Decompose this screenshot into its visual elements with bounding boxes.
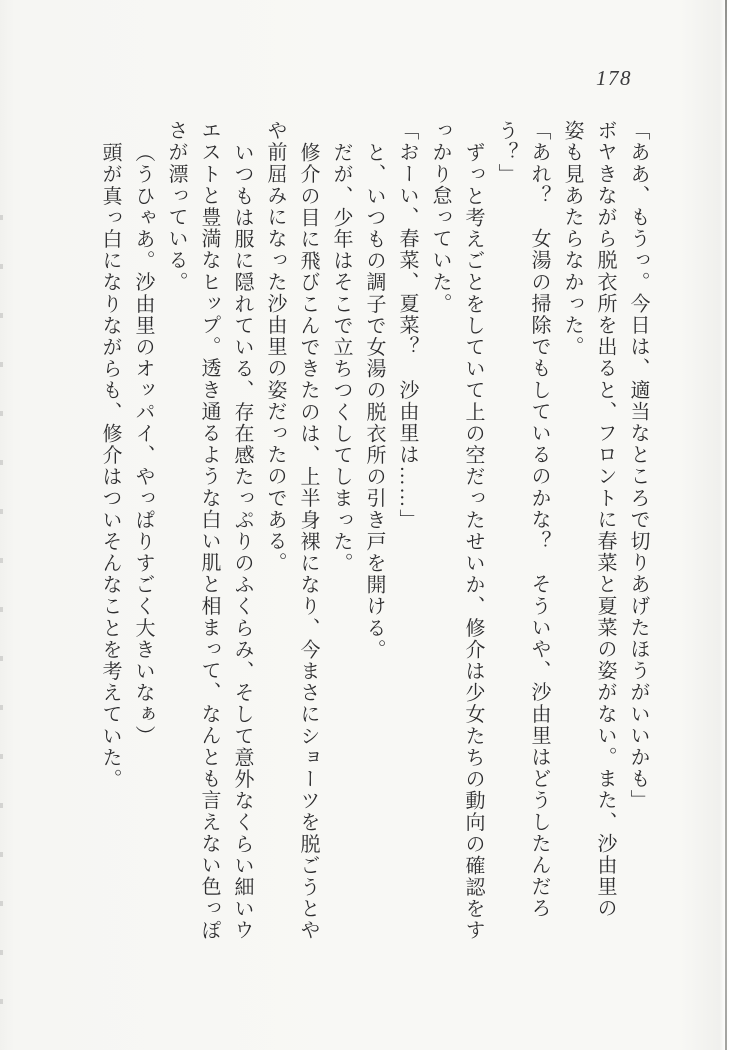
text-line: っかり怠っていた。 xyxy=(429,120,451,315)
text-line: う？」 xyxy=(495,120,517,185)
text-line: さが漂っている。 xyxy=(165,120,187,293)
text-line: エストと豊満なヒップ。透き通るような白い肌と相まって、なんとも言えない色っぽ xyxy=(198,120,220,941)
text-line: いつもは服に隠れている、存在感たっぷりのふくらみ、そして意外なくらい細いウ xyxy=(231,141,253,941)
text-line: や前屈みになった沙由里の姿だったのである。 xyxy=(264,120,286,574)
text-line: と、いつもの調子で女湯の脱衣所の引き戸を開ける。 xyxy=(363,141,385,660)
text-line: だが、少年はそこで立ちつくしてしまった。 xyxy=(330,141,352,574)
text-line: 修介の目に飛びこんできたのは、上半身裸になり、今まさにショーツを脱ごうとや xyxy=(297,141,319,941)
page-number: 178 xyxy=(596,66,632,90)
text-line: 「ああ、もうっ。今日は、適当なところで切りあげたほうがいいかも」 xyxy=(627,120,649,812)
text-line: 「おーい、春菜、夏菜？ 沙由里は……」 xyxy=(396,120,418,531)
scan-artifacts xyxy=(0,215,3,1025)
text-line: ボヤきながら脱衣所を出ると、フロントに春菜と夏菜の姿がない。また、沙由里の xyxy=(594,120,616,920)
body-text xyxy=(92,120,654,970)
page-edge-line xyxy=(725,0,727,1050)
text-line: 頭が真っ白になりながらも、修介はついそんなことを考えていた。 xyxy=(99,141,121,790)
text-line: （うひゃあ。沙由里のオッパイ、やっぱりすごく大きいなぁ） xyxy=(132,141,154,747)
text-line: 「あれ？ 女湯の掃除でもしているのかな？ そういや、沙由里はどうしたんだろ xyxy=(528,120,550,920)
text-line: ずっと考えごとをしていて上の空だったせいか、修介は少女たちの動向の確認をす xyxy=(462,141,484,941)
text-line: 姿も見あたらなかった。 xyxy=(561,120,583,358)
